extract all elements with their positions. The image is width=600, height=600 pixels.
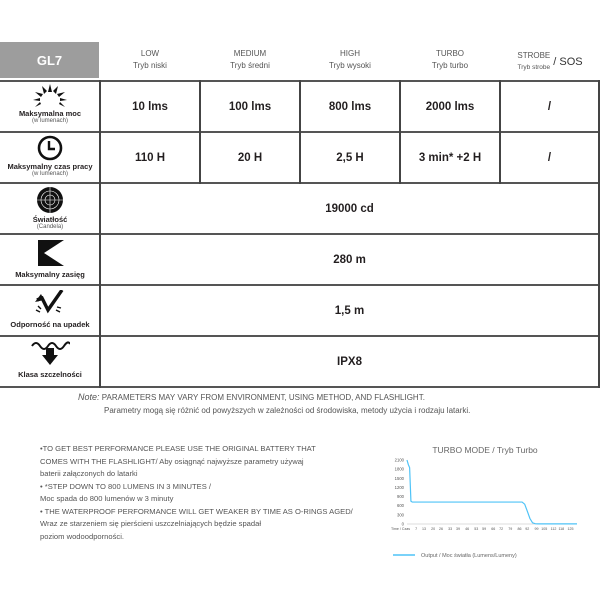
y-tick-label: 300 — [397, 512, 404, 518]
value-impact: 1,5 m — [334, 304, 365, 317]
legend-label: Output / Moc światła (Lumens/Lumeny) — [421, 553, 517, 559]
y-tick-label: 600 — [397, 503, 404, 509]
note — [78, 391, 598, 417]
bullet-line: COMES WITH THE FLASHLIGHT/ Aby osiągnąć najwyższe parametry używaj — [40, 456, 304, 466]
value-strobe-runtime: / — [547, 151, 552, 164]
bullet-line: baterii załączonych do latarki — [40, 469, 138, 478]
x-tick-label: 66 — [491, 527, 496, 531]
value-low-output: 10 lms — [132, 100, 168, 113]
series-line-output — [407, 460, 577, 524]
x-tick-label: 105 — [541, 527, 548, 531]
note-pl: Parametry mogą się różnić od powyższych w zależności od środowiska, metody użycia i rodzaju latarki. — [104, 406, 471, 415]
beam-icon — [36, 240, 64, 266]
spec-table — [0, 80, 600, 390]
note-en: PARAMETERS MAY VARY FROM ENVIRONMENT, USING METHOD, AND FLASHLIGHT. — [101, 393, 425, 402]
mode-header-low — [100, 48, 200, 76]
mode-header-medium — [200, 48, 300, 76]
turbo-mode-chart — [385, 440, 585, 565]
mode-header-turbo — [400, 48, 500, 76]
x-tick-label: 92 — [525, 527, 530, 531]
sun-icon — [33, 84, 67, 108]
row-label-text: Odporność na upadek — [10, 320, 90, 329]
x-tick-label: 26 — [439, 527, 443, 531]
row-label-sub: (w lumenach) — [31, 118, 68, 124]
x-tick-label: 59 — [482, 527, 487, 531]
x-tick-label: 53 — [474, 527, 479, 531]
row-label-range — [0, 240, 100, 284]
mode-sub: Tryb turbo — [431, 61, 469, 70]
x-tick-label: 46 — [465, 527, 470, 531]
y-axis-ticks — [395, 458, 405, 527]
chart-title: TURBO MODE / Tryb Turbo — [432, 445, 538, 455]
bullet-line: • THE WATERPROOF PERFORMANCE WILL GET WEAKER BY TIME AS O-RINGS AGED/ — [40, 506, 353, 516]
bullet-line: Moc spada do 800 lumenów w 3 minuty — [40, 494, 174, 503]
value-medium-runtime: 20 H — [237, 151, 263, 164]
bullet-line: poziom wodoodporności. — [40, 531, 125, 541]
row-label-text: Maksymalny zasięg — [15, 270, 85, 279]
row-label-max-output — [0, 84, 100, 130]
x-tick-label: 13 — [422, 527, 426, 531]
value-waterproof: IPX8 — [337, 355, 362, 368]
value-range: 280 m — [333, 253, 366, 266]
row-label-runtime — [0, 135, 100, 181]
row-label-sub: (w lumenach) — [31, 171, 68, 177]
bullet-line: •TO GET BEST PERFORMANCE PLEASE USE THE ORIGINAL BATTERY THAT — [40, 444, 316, 453]
x-tick-label: 33 — [448, 527, 453, 531]
row-label-waterproof — [0, 340, 100, 384]
sos-label: / SOS — [553, 56, 583, 68]
value-high-output: 800 lms — [328, 100, 372, 113]
x-tick-label: 72 — [499, 527, 504, 531]
row-label-text: Maksymalna moc — [18, 109, 82, 118]
target-icon — [36, 186, 64, 214]
note-prefix: Note: — [78, 392, 100, 402]
y-tick-label: 1500 — [394, 475, 404, 481]
y-tick-label: 0 — [401, 521, 404, 527]
row-label-intensity — [0, 186, 100, 232]
mode-name: MEDIUM — [233, 49, 267, 58]
bullet-line: • *STEP DOWN TO 800 LUMENS IN 3 MINUTES / — [40, 481, 212, 491]
x-tick-label: 86 — [517, 527, 522, 531]
bullet-notes — [40, 443, 370, 543]
row-label-text: Światłość — [32, 215, 68, 224]
waterproof-icon — [30, 340, 70, 366]
model-name: GL7 — [0, 42, 99, 78]
x-tick-label: 20 — [431, 527, 436, 531]
value-low-runtime: 110 H — [134, 151, 166, 164]
clock-icon — [37, 135, 63, 161]
mode-sub: Tryb strobe — [517, 64, 551, 71]
y-tick-label: 1800 — [394, 466, 404, 472]
x-tick-label: 39 — [456, 527, 460, 531]
x-axis-ticks — [415, 527, 573, 531]
x-tick-label: 118 — [558, 527, 565, 531]
y-tick-label: 2100 — [394, 457, 404, 463]
bullet-line: Wraz ze starzeniem się pierścieni uszczelniających będzie spadał — [40, 519, 262, 528]
x-tick-label: 79 — [508, 527, 513, 531]
mode-name: HIGH — [340, 49, 360, 58]
x-axis-label: Time / Czas — [391, 527, 411, 531]
row-label-text: Klasa szczelności — [18, 370, 82, 379]
mode-header-high — [300, 48, 400, 76]
row-label-impact — [0, 290, 100, 334]
y-tick-label: 900 — [397, 494, 404, 500]
value-turbo-output: 2000 lms — [425, 100, 475, 113]
impact-icon — [32, 290, 68, 316]
mode-name: TURBO — [436, 49, 464, 58]
x-tick-label: 7 — [415, 527, 418, 531]
row-label-sub: (Candela) — [36, 224, 64, 230]
mode-header-strobe — [500, 48, 600, 76]
mode-name: STROBE — [517, 51, 551, 60]
value-strobe-output: / — [547, 100, 552, 113]
mode-name: LOW — [140, 49, 160, 58]
mode-sub: Tryb średni — [230, 61, 270, 70]
value-intensity: 19000 cd — [325, 202, 374, 215]
value-high-runtime: 2,5 H — [336, 151, 364, 164]
x-tick-label: 125 — [567, 527, 574, 531]
y-tick-label: 1200 — [394, 484, 404, 490]
row-label-text: Maksymalny czas pracy — [7, 162, 93, 171]
row-divider — [0, 386, 600, 388]
mode-sub: Tryb wysoki — [329, 61, 371, 70]
mode-sub: Tryb niski — [133, 61, 167, 70]
x-tick-label: 99 — [534, 527, 539, 531]
value-turbo-runtime: 3 min* +2 H — [418, 151, 482, 164]
value-medium-output: 100 lms — [228, 100, 272, 113]
x-tick-label: 112 — [550, 527, 557, 531]
